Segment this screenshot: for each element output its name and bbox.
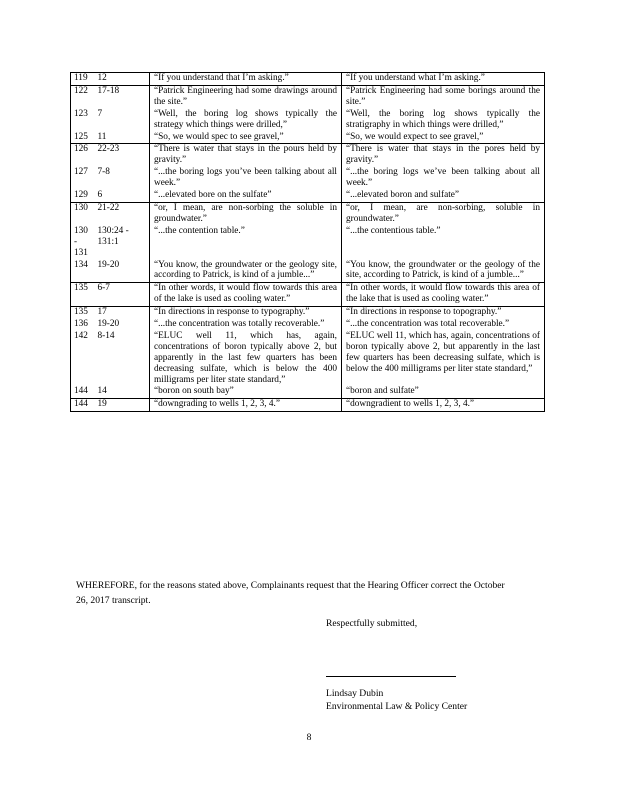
line-cell: 14 xyxy=(97,386,107,397)
corrected-text-cell: “...the concentration was total recoverable.” xyxy=(342,319,545,331)
corrected-text-cell: “In other words, it would flow towards this area of the lake that is used as cooling water.” xyxy=(342,283,545,307)
page-cell: 130 - 131 xyxy=(71,226,95,260)
table-row xyxy=(71,202,545,225)
original-text-cell: “downgrading to wells 1, 2, 3, 4.” xyxy=(150,399,342,412)
original-text-cell: “If you understand that I’m asking.” xyxy=(150,73,342,86)
line-cell: 22-23 xyxy=(95,144,150,167)
corrected-text-cell: “ELUC well 11, which has, again, concentrations of boron typically above 2, but apparently in the last few quarters has been decreasing sulfate, which is below the 400 milligrams per liter state standard,” xyxy=(342,331,545,387)
line-cell: 19-20 xyxy=(97,259,120,270)
corrected-text-cell: “There is water that stays in the pores held by gravity.” xyxy=(342,144,545,167)
table-row xyxy=(71,144,545,167)
line-cell: 130:24 - 131:1 xyxy=(97,225,129,247)
original-text-cell: “...the concentration was totally recoverable.” xyxy=(150,319,342,331)
line-cell: 19-20 xyxy=(97,319,120,330)
signature-line xyxy=(326,676,456,677)
corrected-text-cell: “downgradient to wells 1, 2, 3, 4.” xyxy=(342,399,545,412)
corrected-text-cell: “In directions in response to topography.” xyxy=(342,307,545,319)
original-text-cell: “Patrick Engineering had some drawings around the site.” xyxy=(150,85,342,108)
respectfully-submitted: Respectfully submitted, xyxy=(326,618,418,629)
line-cell: 7-8 xyxy=(97,167,110,178)
page-cell: 134 xyxy=(71,260,95,283)
line-cell: 11 xyxy=(97,131,107,142)
original-text-cell: “...the boring logs you’ve been talking about all week.” xyxy=(150,167,342,190)
wherefore-text: WHEREFORE, for the reasons stated above, Complainants request that the Hearing Officer correct the October 26, 2017 transcript. xyxy=(76,580,505,606)
original-text-cell: “In other words, it would flow towards this area of the lake is used as cooling water.” xyxy=(150,283,342,307)
corrected-text-cell: “If you understand what I’m asking.” xyxy=(342,73,545,86)
signature-block xyxy=(326,687,467,713)
table-row xyxy=(71,109,545,132)
page-cell: 135 xyxy=(71,283,95,307)
original-text-cell: “boron on south bay” xyxy=(150,386,342,398)
table-row xyxy=(71,132,545,144)
table-row xyxy=(71,167,545,190)
page-cell: 130 xyxy=(71,202,95,225)
transcript-errata-table xyxy=(70,72,545,412)
corrected-text-cell: “...the boring logs we’ve been talking about all week.” xyxy=(342,167,545,190)
line-cell: 19 xyxy=(95,399,150,412)
corrected-text-cell: “You know, the groundwater or the geology of the site, according to Patrick, is kind of a jumble...” xyxy=(342,260,545,283)
corrected-text-cell: “Well, the boring log shows typically the stratigraphy in which things were drilled,” xyxy=(342,109,545,132)
line-cell: 17 xyxy=(95,307,150,319)
line-cell: 21-22 xyxy=(95,202,150,225)
line-cell: 6 xyxy=(97,190,103,201)
original-text-cell: “You know, the groundwater or the geology site, according to Patrick, is kind of a jumble...” xyxy=(150,260,342,283)
signer-name: Lindsay Dubin xyxy=(326,688,384,699)
page-cell: 122 xyxy=(71,85,95,108)
errata-table-body xyxy=(71,73,545,412)
line-cell: 8-14 xyxy=(97,330,115,341)
line-cell: 17-18 xyxy=(95,85,150,108)
page-cell: 135 xyxy=(71,307,95,319)
table-row xyxy=(71,331,545,387)
table-row xyxy=(71,399,545,412)
line-cell: 6-7 xyxy=(95,283,150,307)
table-row xyxy=(71,85,545,108)
original-text-cell: “...the contention table.” xyxy=(150,226,342,260)
page-cell: 125 xyxy=(71,132,95,144)
table-row xyxy=(71,260,545,283)
corrected-text-cell: “boron and sulfate” xyxy=(342,386,545,398)
original-text-cell: “ELUC well 11, which has, again, concentrations of boron typically above 2, but apparently in the last few quarters has been decreasing sulfate, which is below the 400 milligrams per liter state standard,” xyxy=(150,331,342,387)
corrected-text-cell: “...the contentious table.” xyxy=(342,226,545,260)
page-cell: 142 xyxy=(71,331,95,387)
corrected-text-cell: “or, I mean, are non-sorbing, soluble in groundwater.” xyxy=(342,202,545,225)
original-text-cell: “Well, the boring log shows typically the strategy which things were drilled,” xyxy=(150,109,342,132)
table-row xyxy=(71,283,545,307)
line-cell: 12 xyxy=(95,73,150,86)
original-text-cell: “There is water that stays in the pours held by gravity.” xyxy=(150,144,342,167)
corrected-text-cell: “...elevated boron and sulfate” xyxy=(342,190,545,202)
page-cell: 144 xyxy=(71,386,95,398)
page-cell: 126 xyxy=(71,144,95,167)
table-row xyxy=(71,319,545,331)
original-text-cell: “So, we would spec to see gravel,” xyxy=(150,132,342,144)
corrected-text-cell: “So, we would expect to see gravel,” xyxy=(342,132,545,144)
page-cell: 127 xyxy=(71,167,95,190)
corrected-text-cell: “Patrick Engineering had some borings around the site.” xyxy=(342,85,545,108)
original-text-cell: “or, I mean, are non-sorbing the soluble in groundwater.” xyxy=(150,202,342,225)
page-cell: 136 xyxy=(71,319,95,331)
original-text-cell: “In directions in response to typography.” xyxy=(150,307,342,319)
table-row xyxy=(71,307,545,319)
page-cell: 129 xyxy=(71,190,95,202)
page-cell: 144 xyxy=(71,399,95,412)
table-row xyxy=(71,226,545,260)
table-row xyxy=(71,73,545,86)
line-cell: 7 xyxy=(97,108,103,119)
page-cell: 123 xyxy=(71,109,95,132)
signer-organization: Environmental Law & Policy Center xyxy=(326,701,468,712)
page-number: 8 xyxy=(306,732,312,743)
table-row xyxy=(71,190,545,202)
table-row xyxy=(71,386,545,398)
page-cell: 119 xyxy=(71,73,95,86)
original-text-cell: “...elevated bore on the sulfate” xyxy=(150,190,342,202)
closing-paragraph xyxy=(76,578,506,608)
